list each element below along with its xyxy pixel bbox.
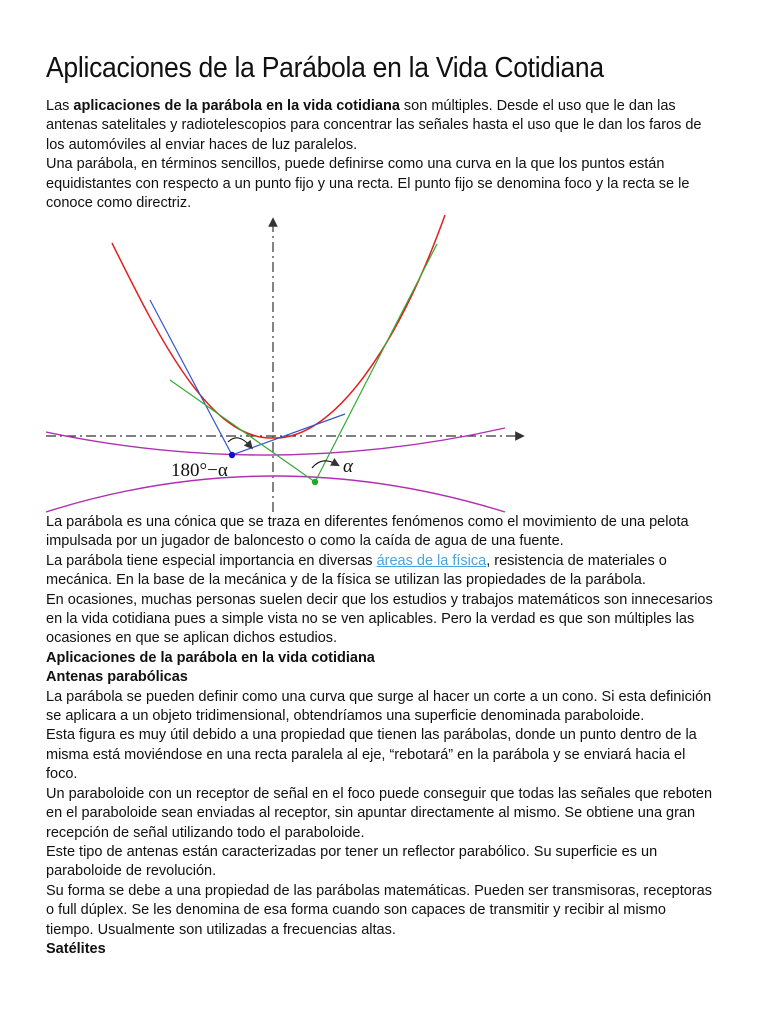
body-paragraph-4: La parábola se pueden definir como una curva que surge al hacer un corte a un cono. Si esta definición se aplicara a un objeto tridimensional, obtendríamos una superficie denominada paraboloide. [46,687,712,725]
intro-text-start: Las [46,97,74,114]
point-green [312,479,318,485]
intro-paragraph-2: Una parábola, en términos sencillos, puede definirse como una curva en la que los puntos están equidistantes con respecto a un punto fijo y una recta. El punto fijo se denomina foco y la recta se le conoce como directriz. [46,155,690,212]
body-paragraph-7: Este tipo de antenas están caracterizadas por tener un reflector parabólico. Su superficie es un paraboloide de revolución. [46,842,658,880]
body-paragraph-6: Un paraboloide con un receptor de señal en el foco puede conseguir que todas las señales que reboten en el paraboloide sean enviadas al receptor, sin apuntar directamente al mismo. Se obtiene una gran recepción de señal utilizando todo el paraboloide. [46,784,713,841]
body-paragraph-8: Su forma se debe a una propiedad de las parábolas matemáticas. Pueden ser transmisoras, receptoras o full dúplex. Se les denomina de esa forma cuando son capaces de transmitir y recibir al mismo tiempo. Usualmente son utilizadas a frecuencias altas. [46,881,712,938]
body-paragraph-2 [46,551,715,590]
hyperbola-upper-branch [46,428,505,455]
tangent-line-blue [150,300,345,455]
parabola-figure [46,212,526,514]
intro-text-end: son múltiples. Desde el uso que le dan las antenas satelitales y radiotelescopios para concentrar las señales hasta el uso que le dan los faros de los automóviles al enviar haces de luz paralelos. [46,97,702,153]
body-section [46,512,715,958]
body-paragraph-3: En ocasiones, muchas personas suelen decir que los estudios y trabajos matemáticos son innecesarios en la vida cotidiana pues a simple vista no se ven aplicables. Pero la verdad es que son múltiples las ocasiones en que se aplican dichos estudios. [46,590,713,647]
angle-label-right: α [343,456,353,477]
body-paragraph-1: La parábola es una cónica que se traza en diferentes fenómenos como el movimiento de una pelota impulsada por un jugador de baloncesto o como la caída de agua de una fuente. [46,513,689,550]
intro-paragraph-1 [46,96,715,154]
heading-satellites [46,939,715,958]
heading-applications [46,648,715,667]
angle-label-left: 180°−α [171,460,228,481]
point-blue [229,452,235,458]
body-p2-end: , resistencia de materiales o mecánica. En la base de la mecánica y de la física se utilizan las propiedades de la parábola. [46,551,667,589]
heading-antennas-text: Antenas parabólicas [46,668,188,686]
hyperbola-lower-branch [46,476,505,512]
body-p2-start: La parábola tiene especial importancia en diversas [46,551,377,569]
page-title: Aplicaciones de la Parábola en la Vida Cotidiana [46,52,604,84]
heading-antennas [46,667,715,686]
heading-applications-text: Aplicaciones de la parábola en la vida cotidiana [46,648,375,666]
intro-section [46,96,715,212]
angle-arc-left [228,438,250,446]
heading-satellites-text: Satélites [46,939,106,957]
body-paragraph-5: Esta figura es muy útil debido a una propiedad que tienen las parábolas, donde un punto dentro de la misma está moviéndose en una recta paralela al eje, “rebotará” en la parábola y se enviará hacia el foco. [46,726,697,783]
physics-areas-link[interactable]: áreas de la física [376,551,487,569]
intro-bold-text: aplicaciones de la parábola en la vida cotidiana [73,97,400,114]
